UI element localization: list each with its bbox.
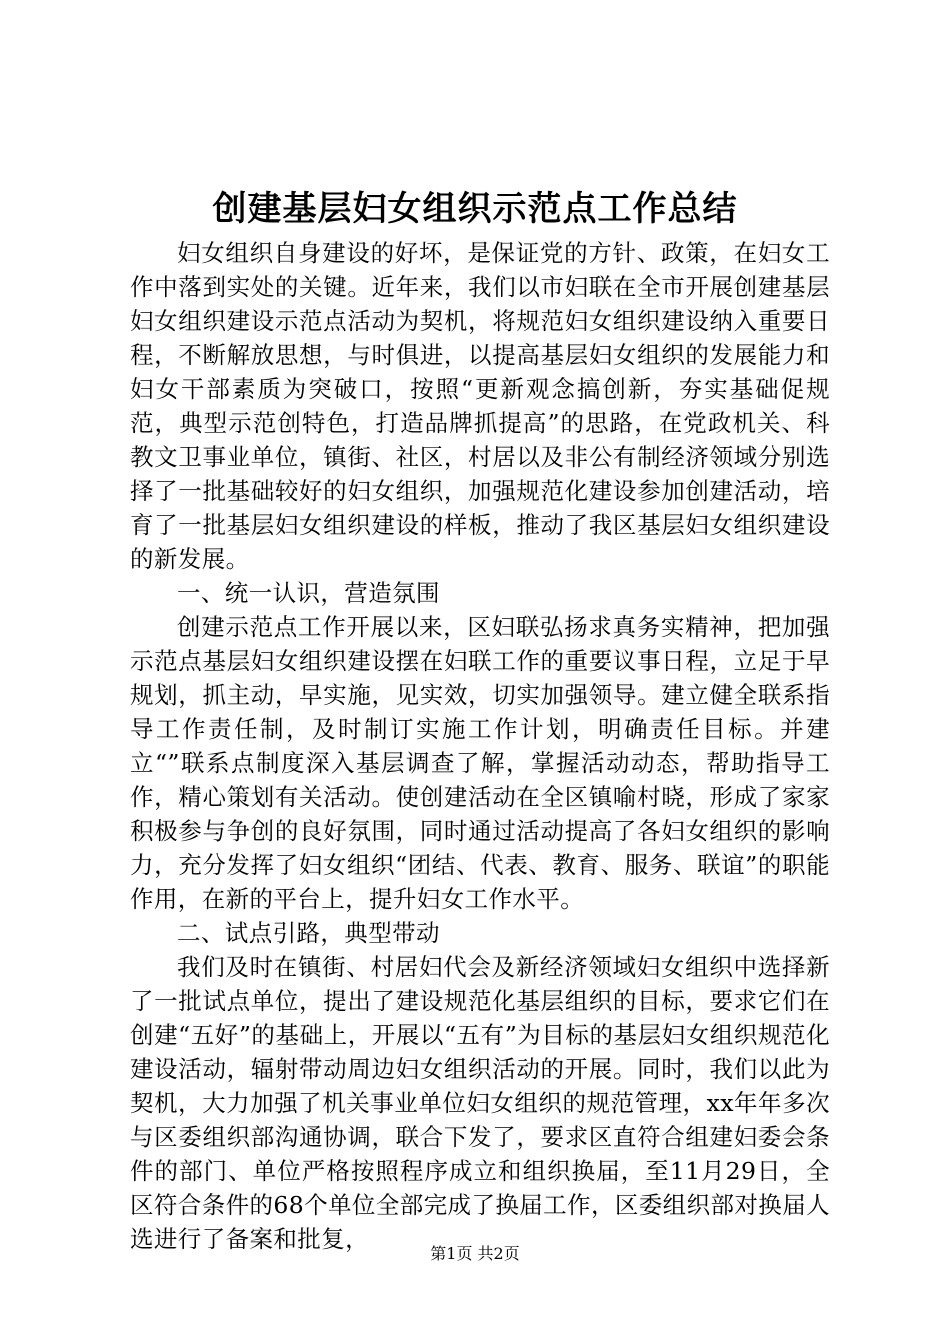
document-body <box>130 236 830 1256</box>
section-heading-1: 一、统一认识，营造氛围 <box>177 579 440 607</box>
section-paragraph-1: 创建示范点工作开展以来，区妇联弘扬求真务实精神，把加强示范点基层妇女组织建设摆在妇联工作的重要议事日程，立足于早规划，抓主动，早实施，见实效，切实加强领导。建立健全联系指导工作责任制，及时制订实施工作计划，明确责任目标。并建立“”联系点制度深入基层调查了解，掌握活动动态，帮助指导工作，精心策划有关活动。使创建活动在全区镇喻村晓，形成了家家积极参与争创的良好氛围，同时通过活动提高了各妇女组织的影响力，充分发挥了妇女组织“团结、代表、教育、服务、联谊”的职能作用，在新的平台上，提升妇女工作水平。 <box>130 613 830 913</box>
section-heading-2: 二、试点引路，典型带动 <box>177 919 440 947</box>
page-number-footer: 第1页 共2页 <box>430 1244 520 1263</box>
intro-paragraph: 妇女组织自身建设的好坏，是保证党的方针、政策，在妇女工作中落到实处的关键。近年来，我们以市妇联在全市开展创建基层妇女组织建设示范点活动为契机，将规范妇女组织建设纳入重要日程，不断解放思想，与时俱进，以提高基层妇女组织的发展能力和妇女干部素质为突破口，按照“更新观念搞创新，夯实基础促规范，典型示范创特色，打造品牌抓提高”的思路，在党政机关、科教文卫事业单位，镇街、社区，村居以及非公有制经济领域分别选择了一批基础较好的妇女组织，加强规范化建设参加创建活动，培育了一批基层妇女组织建设的样板，推动了我区基层妇女组织建设的新发展。 <box>130 239 830 573</box>
section-paragraph-2: 我们及时在镇街、村居妇代会及新经济领域妇女组织中选择新了一批试点单位，提出了建设规范化基层组织的目标，要求它们在创建“五好”的基础上，开展以“五有”为目标的基层妇女组织规范化建设活动，辐射带动周边妇女组织活动的开展。同时，我们以此为契机，大力加强了机关事业单位妇女组织的规范管理，xx年年多次与区委组织部沟通协调，联合下发了，要求区直符合组建妇委会条件的部门、单位严格按照程序成立和组织换届，至11月29日，全区符合条件的68个单位全部完成了换届工作，区委组织部对换届人选进行了备案和批复， <box>130 953 830 1253</box>
document-title: 创建基层妇女组织示范点工作总结 <box>212 189 738 229</box>
